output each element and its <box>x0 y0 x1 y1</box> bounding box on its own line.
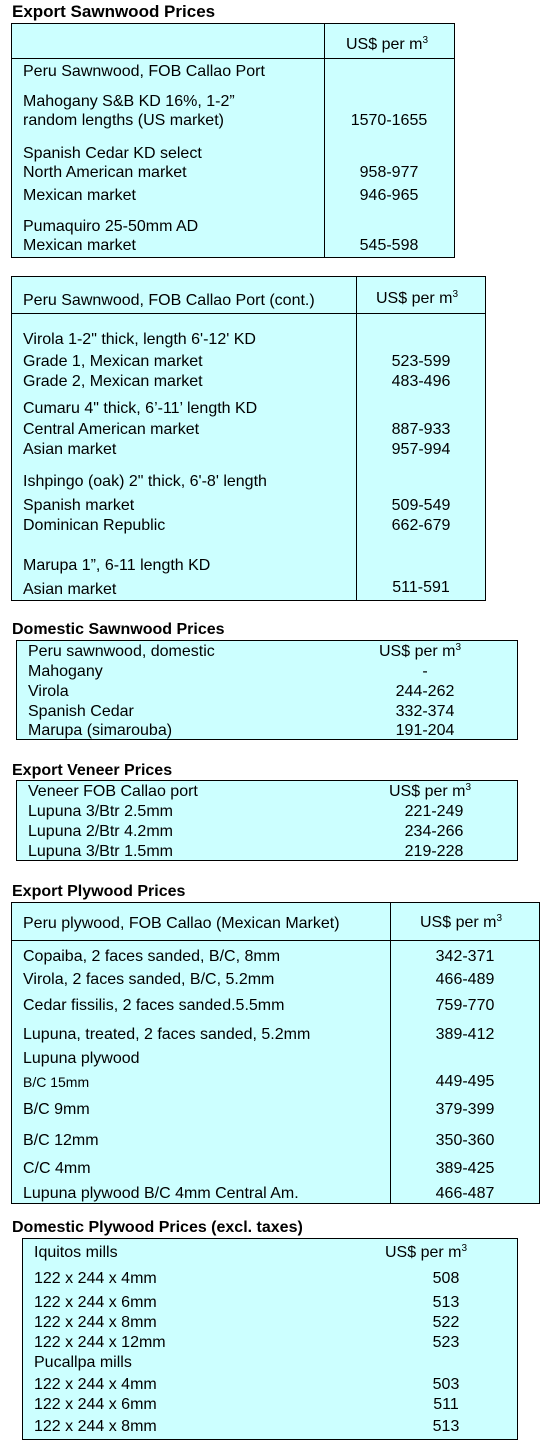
section-header: Iquitos mills <box>34 1244 118 1261</box>
table-row-value: 662-679 <box>391 517 451 534</box>
section-header: Peru sawnwood, domestic <box>28 643 215 660</box>
table-row-label: Peru Sawnwood, FOB Callao Port <box>23 63 265 80</box>
table-row-label: 122 x 244 x 8mm <box>34 1314 157 1331</box>
table-row-label: Lupuna plywood <box>23 1050 140 1067</box>
table-row-value: 1570-1655 <box>350 112 428 129</box>
table-row-label: Copaiba, 2 faces sanded, B/C, 8mm <box>23 948 281 965</box>
table-row-label: Mexican market <box>23 187 136 204</box>
table-row-label: Virola <box>28 683 69 700</box>
unit-header: US$ per $m^3$ <box>389 782 472 800</box>
unit-header: US$ per $m^3$ <box>346 35 429 53</box>
table-row-label: B/C 9mm <box>23 1101 90 1118</box>
table-row-value: 221-249 <box>404 803 464 820</box>
table-row-value: 449-495 <box>435 1073 495 1090</box>
domestic-sawnwood-heading: Domestic Sawnwood Prices <box>12 621 225 638</box>
section-header: Veneer FOB Callao port <box>28 783 198 800</box>
table-row-value: 466-489 <box>435 971 495 988</box>
table-row-label: Virola, 2 faces sanded, B/C, 5.2mm <box>23 971 275 988</box>
table-row-value: 511-591 <box>392 579 450 596</box>
table-row-value: 545-598 <box>359 237 419 254</box>
export-sawnwood-table <box>11 23 455 258</box>
export-plywood-heading: Export Plywood Prices <box>12 883 186 900</box>
table-row-label: Lupuna 2/Btr 4.2mm <box>28 823 173 840</box>
table-row-label: 122 x 244 x 4mm <box>34 1270 157 1287</box>
table-row-value: 389-425 <box>435 1160 495 1177</box>
table-row-label: 122 x 244 x 4mm <box>34 1376 157 1393</box>
table-row-label: Cedar fissilis, 2 faces sanded.5.5mm <box>23 997 285 1014</box>
table-row-label: Pucallpa mills <box>34 1354 132 1371</box>
domestic-plywood-heading: Domestic Plywood Prices (excl. taxes) <box>12 1219 303 1236</box>
table-row-label: Central American market <box>23 421 200 438</box>
table-row-label: Mexican market <box>23 237 136 254</box>
table-row-label: Spanish market <box>23 497 135 514</box>
export-sawnwood-heading: Export Sawnwood Prices <box>12 2 216 21</box>
table-row-label: Spanish Cedar <box>28 703 134 720</box>
table-row-label: Lupuna, treated, 2 faces sanded, 5.2mm <box>23 1026 311 1043</box>
table-row-value: 503 <box>432 1376 460 1393</box>
table-row-label: Cumaru 4" thick, 6’-11’ length KD <box>23 400 258 417</box>
table-row-label: 122 x 244 x 12mm <box>34 1334 166 1351</box>
table-row-value: 234-266 <box>404 823 464 840</box>
table-row-value: 522 <box>432 1314 460 1331</box>
table-row-value: 523-599 <box>391 353 451 370</box>
table-row-value: 389-412 <box>435 1026 495 1043</box>
table-row-value: 946-965 <box>359 187 419 204</box>
table-row-label: Lupuna 3/Btr 2.5mm <box>28 803 173 820</box>
table-row-value: 244-262 <box>395 683 455 700</box>
table-row-label: Lupuna 3/Btr 1.5mm <box>28 843 173 860</box>
table-row-value: 509-549 <box>391 497 451 514</box>
table-row-value: 466-487 <box>435 1185 495 1202</box>
table-row-label: 122 x 244 x 8mm <box>34 1418 157 1435</box>
export-veneer-heading: Export Veneer Prices <box>12 762 173 779</box>
table-row-label: Ishpingo (oak) 2" thick, 6'-8' length <box>23 473 267 490</box>
table-row-value: 350-360 <box>435 1132 495 1149</box>
export-veneer-table <box>16 780 518 861</box>
section-header: Peru plywood, FOB Callao (Mexican Market) <box>23 915 340 932</box>
table-row-value: 513 <box>432 1418 460 1435</box>
table-row-value: 957-994 <box>391 441 451 458</box>
table-row-label: Virola 1-2" thick, length 6'-12' KD <box>23 331 256 348</box>
table-row-value: 508 <box>432 1270 460 1287</box>
table-row-label: 122 x 244 x 6mm <box>34 1396 157 1413</box>
table-row-value: 958-977 <box>359 164 419 181</box>
export-sawnwood-cont-table <box>11 276 486 601</box>
table-row-value: - <box>422 663 428 680</box>
table-row-value: 379-399 <box>435 1101 495 1118</box>
table-row-label: B/C 12mm <box>23 1132 99 1149</box>
unit-header: US$ per $m^3$ <box>376 289 459 307</box>
unit-header: US$ per $m^3$ <box>385 1243 468 1261</box>
table-row-label: North American market <box>23 164 187 181</box>
unit-header: US$ per $m^3$ <box>379 642 462 660</box>
table-row-label: Asian market <box>23 581 117 598</box>
table-row-value: 887-933 <box>391 421 451 438</box>
table-row-label: 122 x 244 x 6mm <box>34 1294 157 1311</box>
table-row-label: Spanish Cedar KD select <box>23 145 202 162</box>
table-row-label: Asian market <box>23 441 117 458</box>
table-row-label: C/C 4mm <box>23 1160 91 1177</box>
table-row-value: 332-374 <box>395 703 455 720</box>
table-row-value: 191-204 <box>395 722 455 739</box>
domestic-plywood-table <box>22 1238 518 1440</box>
table-row-label: Mahogany <box>28 663 103 680</box>
table-row-label: Grade 2, Mexican market <box>23 373 203 390</box>
table-row-label: B/C 15mm <box>23 1074 90 1090</box>
export-plywood-table <box>11 902 540 1204</box>
table-row-label: Mahogany S&B KD 16%, 1-2” <box>23 93 235 110</box>
table-row-label: Lupuna plywood B/C 4mm Central Am. <box>23 1185 299 1202</box>
table-row-label: Dominican Republic <box>23 517 166 534</box>
domestic-sawnwood-table <box>16 640 518 740</box>
table-row-value: 511 <box>433 1396 459 1413</box>
table-row-value: 523 <box>432 1334 460 1351</box>
section-header: Peru Sawnwood, FOB Callao Port (cont.) <box>23 292 315 309</box>
table-row-value: 483-496 <box>391 373 451 390</box>
table-row-value: 219-228 <box>404 843 464 860</box>
table-row-value: 342-371 <box>435 948 495 965</box>
table-row-label: Grade 1, Mexican market <box>23 353 203 370</box>
table-row-label: Marupa 1”, 6-11 length KD <box>23 557 211 574</box>
table-row-value: 759-770 <box>435 997 495 1014</box>
table-row-value: 513 <box>432 1294 460 1311</box>
table-row-label: random lengths (US market) <box>23 112 224 129</box>
table-row-label: Marupa (simarouba) <box>28 722 173 739</box>
unit-header: US$ per $m^3$ <box>420 913 503 931</box>
table-row-label: Pumaquiro 25-50mm AD <box>23 218 199 235</box>
